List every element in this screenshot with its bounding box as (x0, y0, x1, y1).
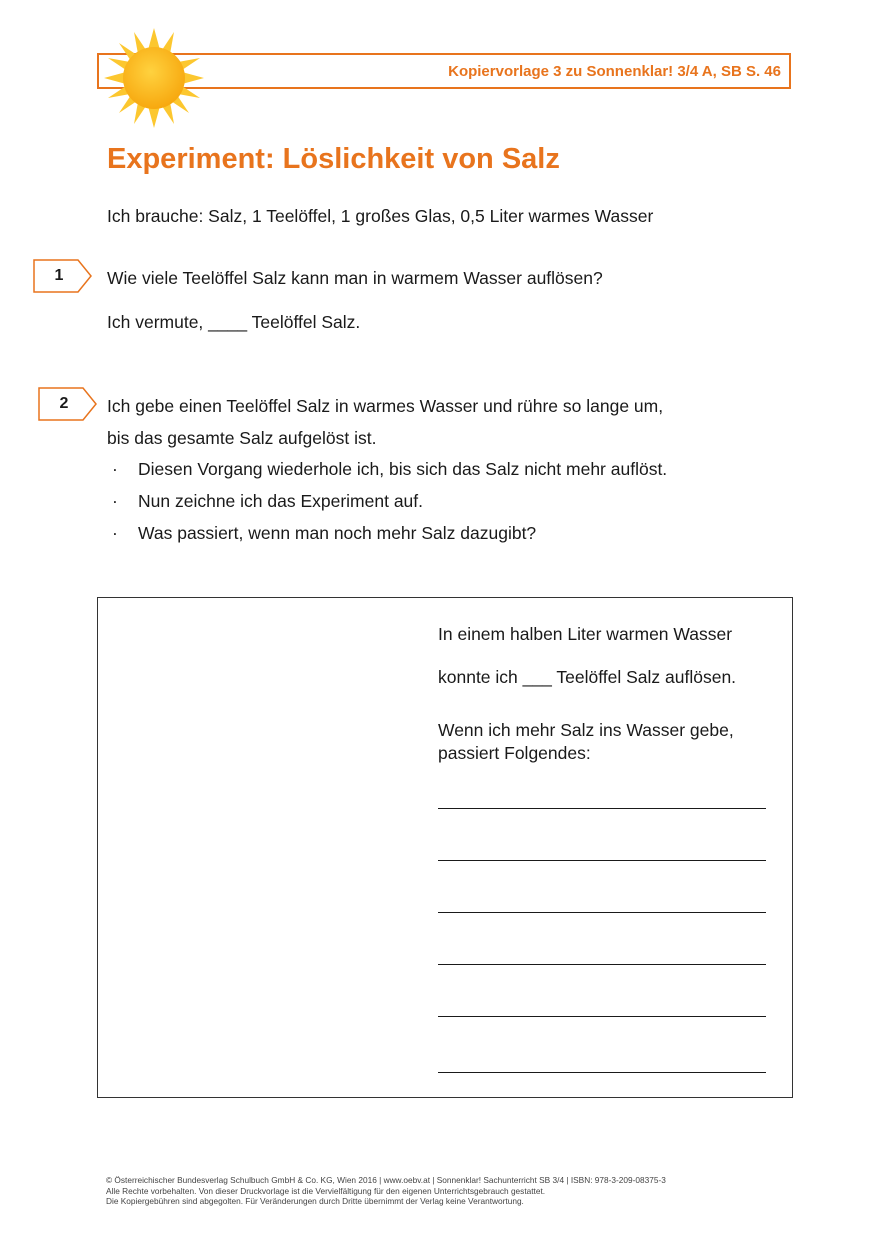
task-1-question: Wie viele Teelöffel Salz kann man in warmem Wasser auflösen? (107, 268, 603, 288)
task-1-guess: Ich vermute, ____ Teelöffel Salz. (107, 312, 361, 332)
task-2-bullet-3: Was passiert, wenn man noch mehr Salz dazugibt? (138, 523, 537, 543)
task-2-line-1: Ich gebe einen Teelöffel Salz in warmes Wasser und rühre so lange um, (107, 396, 664, 416)
write-line[interactable] (438, 912, 766, 913)
sun-icon (104, 28, 204, 128)
task-2-bullet-1: Diesen Vorgang wiederhole ich, bis sich das Salz nicht mehr auflöst. (138, 459, 668, 479)
write-line[interactable] (438, 808, 766, 809)
write-line[interactable] (438, 860, 766, 861)
task-2-marker (38, 387, 100, 421)
bullet-icon: · (112, 459, 118, 479)
materials-text: Ich brauche: Salz, 1 Teelöffel, 1 großes Glas, 0,5 Liter warmes Wasser (107, 206, 654, 226)
task-2-line-2: bis das gesamte Salz aufgelöst ist. (107, 428, 377, 448)
task-2-bullet-2: Nun zeichne ich das Experiment auf. (138, 491, 424, 511)
write-line[interactable] (438, 1072, 766, 1073)
footer-line-2: Alle Rechte vorbehalten. Von dieser Druckvorlage ist die Vervielfältigung für den eigenen Unterrichtsgebrauch gestattet. (106, 1185, 546, 1196)
write-line[interactable] (438, 964, 766, 965)
footer (106, 1175, 666, 1207)
write-line[interactable] (438, 1016, 766, 1017)
footer-line-3: Die Kopiergebühren sind abgegolten. Für Veränderungen durch Dritte übernimmt der Verlag keine Verantwortung. (106, 1196, 524, 1206)
answer-line-3: Wenn ich mehr Salz ins Wasser gebe, (438, 720, 734, 740)
bullet-icon: · (112, 523, 118, 543)
answer-line-2: konnte ich ___ Teelöffel Salz auflösen. (438, 667, 737, 687)
answer-line-1: In einem halben Liter warmen Wasser (438, 624, 733, 644)
header-text: Kopiervorlage 3 zu Sonnenklar! 3/4 A, SB S. 46 (448, 63, 781, 80)
answer-line-4: passiert Folgendes: (438, 743, 591, 763)
page-title: Experiment: Löslichkeit von Salz (107, 143, 560, 175)
bullet-icon: · (112, 491, 118, 511)
task-1-marker (33, 259, 95, 293)
task-2-number: 2 (59, 395, 69, 412)
task-1-number: 1 (54, 267, 64, 284)
footer-line-1: © Österreichischer Bundesverlag Schulbuch GmbH & Co. KG, Wien 2016 | www.oebv.at | Sonnenklar! Sachunterricht SB 3/4 | ISBN: 978-3-209-08375-3 (106, 1175, 666, 1185)
sun-core (123, 47, 185, 109)
